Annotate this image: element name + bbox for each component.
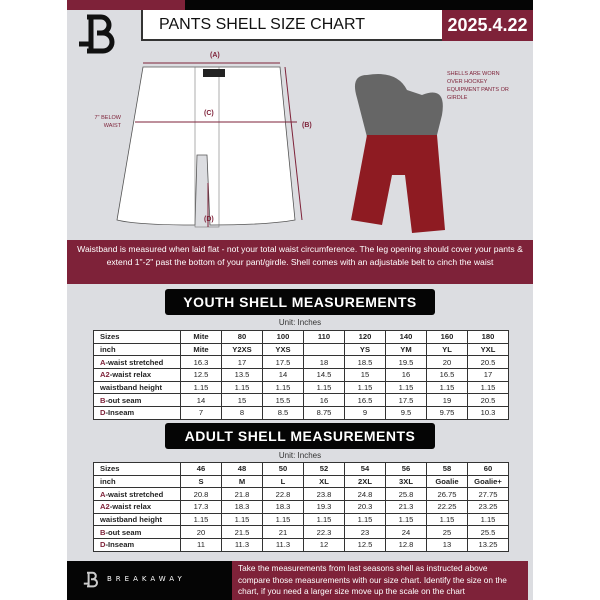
- date-badge: 2025.4.22: [442, 10, 533, 41]
- table-cell: 16.5: [345, 394, 386, 407]
- table-cell: 20: [427, 356, 468, 369]
- youth-unit: Unit: Inches: [278, 318, 322, 327]
- measure-name: -waist relax: [109, 502, 152, 512]
- table-cell: 1.15: [304, 381, 345, 394]
- footer-instructions: Take the measurements from last seasons shell as instructed above compare those measurements with our size chart. Identify the size on the chart, if you need a larger size move up the scale on the chart: [232, 561, 528, 600]
- table-row: [94, 381, 509, 394]
- table-row: [94, 526, 509, 539]
- table-cell: Mite: [181, 331, 222, 344]
- table-row: [94, 539, 509, 552]
- table-cell: 1.15: [468, 513, 509, 526]
- size-chart-page: [67, 0, 533, 600]
- table-cell: 1.15: [427, 513, 468, 526]
- table-cell: 17: [468, 369, 509, 382]
- row-label: [94, 501, 181, 514]
- table-cell: 20.5: [468, 356, 509, 369]
- table-cell: 15: [345, 369, 386, 382]
- table-cell: 14: [263, 369, 304, 382]
- table-cell: 52: [304, 463, 345, 476]
- measure-code: B: [100, 395, 106, 405]
- table-cell: 22.3: [304, 526, 345, 539]
- table-cell: 60: [468, 463, 509, 476]
- row-label: [94, 488, 181, 501]
- c-note: 7'' BELOW WAIST: [94, 115, 121, 129]
- table-cell: 8.75: [304, 407, 345, 420]
- table-cell: 1.15: [222, 381, 263, 394]
- table-cell: 1.15: [427, 381, 468, 394]
- table-cell: 18.3: [263, 501, 304, 514]
- table-cell: 21.8: [222, 488, 263, 501]
- table-cell: 22.8: [263, 488, 304, 501]
- table-cell: 1.15: [345, 381, 386, 394]
- table-cell: 27.75: [468, 488, 509, 501]
- measure-name: -waist relax: [109, 370, 152, 380]
- table-cell: 58: [427, 463, 468, 476]
- table-cell: 1.15: [222, 513, 263, 526]
- table-cell: 16: [304, 394, 345, 407]
- table-cell: 14.5: [304, 369, 345, 382]
- table-cell: 7: [181, 407, 222, 420]
- table-cell: 12: [304, 539, 345, 552]
- adult-unit: Unit: Inches: [278, 451, 322, 460]
- measure-name: -waist stretched: [105, 489, 164, 499]
- measure-code: A2: [100, 370, 110, 380]
- table-row: [94, 394, 509, 407]
- row-label: [94, 526, 181, 539]
- table-cell: 1.15: [345, 513, 386, 526]
- measure-name: inch: [100, 345, 116, 355]
- row-label: [94, 381, 181, 394]
- table-cell: 21.5: [222, 526, 263, 539]
- page-title: PANTS SHELL SIZE CHART: [141, 10, 442, 41]
- table-cell: YS: [345, 343, 386, 356]
- table-cell: S: [181, 475, 222, 488]
- table-cell: 21.3: [386, 501, 427, 514]
- row-label: [94, 513, 181, 526]
- footer-logo-icon: [83, 570, 99, 590]
- table-cell: 100: [263, 331, 304, 344]
- table-cell: 20.3: [345, 501, 386, 514]
- table-cell: YL: [427, 343, 468, 356]
- measure-name: -waist stretched: [105, 357, 164, 367]
- table-cell: 25.8: [386, 488, 427, 501]
- row-label: [94, 539, 181, 552]
- row-label: [94, 369, 181, 382]
- measure-name: -Inseam: [105, 408, 135, 418]
- table-row: [94, 369, 509, 382]
- table-row: [94, 343, 509, 356]
- table-cell: 23.8: [304, 488, 345, 501]
- table-cell: 25: [427, 526, 468, 539]
- table-cell: 18: [304, 356, 345, 369]
- adult-table: [93, 462, 509, 552]
- measure-name: waistband height: [100, 383, 163, 393]
- table-cell: 20.5: [468, 394, 509, 407]
- table-cell: 19.3: [304, 501, 345, 514]
- table-cell: Goalie+: [468, 475, 509, 488]
- table-cell: 15: [222, 394, 263, 407]
- row-label: [94, 343, 181, 356]
- table-cell: 1.15: [263, 513, 304, 526]
- measure-code: D: [100, 408, 106, 418]
- table-cell: 1.15: [386, 381, 427, 394]
- table-cell: 20.8: [181, 488, 222, 501]
- table-cell: 11.3: [222, 539, 263, 552]
- table-cell: 120: [345, 331, 386, 344]
- table-row: [94, 501, 509, 514]
- table-cell: M: [222, 475, 263, 488]
- table-cell: 46: [181, 463, 222, 476]
- table-cell: 20: [181, 526, 222, 539]
- table-cell: YXS: [263, 343, 304, 356]
- table-cell: Y2XS: [222, 343, 263, 356]
- youth-table: [93, 330, 509, 420]
- table-cell: YM: [386, 343, 427, 356]
- table-cell: 10.3: [468, 407, 509, 420]
- table-cell: 14: [181, 394, 222, 407]
- measure-code: D: [100, 540, 106, 550]
- table-cell: 3XL: [386, 475, 427, 488]
- table-cell: 23: [345, 526, 386, 539]
- row-label: [94, 475, 181, 488]
- label-b: (B): [302, 122, 312, 129]
- table-cell: 13.5: [222, 369, 263, 382]
- table-cell: 18.5: [345, 356, 386, 369]
- table-cell: 19: [427, 394, 468, 407]
- table-cell: 8: [222, 407, 263, 420]
- table-row: [94, 356, 509, 369]
- table-cell: 15.5: [263, 394, 304, 407]
- table-cell: 22.25: [427, 501, 468, 514]
- table-cell: Goalie: [427, 475, 468, 488]
- table-cell: 9.5: [386, 407, 427, 420]
- row-label: [94, 394, 181, 407]
- info-band: Waistband is measured when laid flat - not your total waist circumference. The leg opening should cover your pants & extend 1"-2" past the bottom of your pant/girdle. Shell comes with an adjustable belt to cinch the waist: [67, 240, 533, 284]
- measure-code: A: [100, 357, 106, 367]
- label-d: (D): [204, 216, 214, 223]
- table-cell: 21: [263, 526, 304, 539]
- table-cell: 18.3: [222, 501, 263, 514]
- row-label: [94, 356, 181, 369]
- photo-note: SHELLS ARE WORN OVER HOCKEY EQUIPMENT PANTS OR GIRDLE: [447, 71, 509, 101]
- table-cell: 9: [345, 407, 386, 420]
- table-cell: 12.8: [386, 539, 427, 552]
- table-cell: 24: [386, 526, 427, 539]
- table-cell: 17.3: [181, 501, 222, 514]
- measure-name: Sizes: [100, 332, 120, 342]
- table-cell: 1.15: [181, 513, 222, 526]
- table-cell: 56: [386, 463, 427, 476]
- table-row: [94, 331, 509, 344]
- measure-name: inch: [100, 477, 116, 487]
- table-cell: 17.5: [386, 394, 427, 407]
- measure-name: Sizes: [100, 464, 120, 474]
- table-cell: Mite: [181, 343, 222, 356]
- table-cell: 160: [427, 331, 468, 344]
- table-cell: 23.25: [468, 501, 509, 514]
- table-cell: L: [263, 475, 304, 488]
- table-cell: XL: [304, 475, 345, 488]
- table-cell: 50: [263, 463, 304, 476]
- row-label: [94, 407, 181, 420]
- measure-name: -out seam: [105, 395, 142, 405]
- table-cell: 13: [427, 539, 468, 552]
- table-cell: 2XL: [345, 475, 386, 488]
- table-cell: 180: [468, 331, 509, 344]
- table-row: [94, 463, 509, 476]
- measure-name: -out seam: [105, 527, 142, 537]
- table-cell: 54: [345, 463, 386, 476]
- table-cell: 80: [222, 331, 263, 344]
- table-cell: 12.5: [181, 369, 222, 382]
- table-cell: 9.75: [427, 407, 468, 420]
- table-cell: 1.15: [181, 381, 222, 394]
- row-label: [94, 331, 181, 344]
- row-label: [94, 463, 181, 476]
- table-row: [94, 488, 509, 501]
- table-cell: 11: [181, 539, 222, 552]
- measure-name: waistband height: [100, 515, 163, 525]
- table-cell: 12.5: [345, 539, 386, 552]
- adult-title: ADULT SHELL MEASUREMENTS: [165, 423, 435, 449]
- table-cell: 48: [222, 463, 263, 476]
- breakaway-logo-icon: [77, 14, 117, 56]
- table-cell: 26.75: [427, 488, 468, 501]
- table-cell: [304, 343, 345, 356]
- table-cell: 11.3: [263, 539, 304, 552]
- table-row: [94, 407, 509, 420]
- measure-code: B: [100, 527, 106, 537]
- table-cell: 110: [304, 331, 345, 344]
- youth-title: YOUTH SHELL MEASUREMENTS: [165, 289, 435, 315]
- label-a: (A): [210, 52, 220, 59]
- table-cell: 25.5: [468, 526, 509, 539]
- measure-name: -Inseam: [105, 540, 135, 550]
- table-cell: 140: [386, 331, 427, 344]
- brand-name: BREAKAWAY: [107, 575, 186, 583]
- measure-code: A2: [100, 502, 110, 512]
- table-cell: 8.5: [263, 407, 304, 420]
- table-cell: YXL: [468, 343, 509, 356]
- table-cell: 16.3: [181, 356, 222, 369]
- table-cell: 1.15: [263, 381, 304, 394]
- top-bar: [185, 0, 533, 10]
- table-cell: 17: [222, 356, 263, 369]
- table-cell: 1.15: [304, 513, 345, 526]
- top-bar-accent: [67, 0, 185, 10]
- label-c: (C): [204, 110, 214, 117]
- table-cell: 24.8: [345, 488, 386, 501]
- table-cell: 16: [386, 369, 427, 382]
- table-cell: 19.5: [386, 356, 427, 369]
- table-cell: 1.15: [468, 381, 509, 394]
- table-cell: 17.5: [263, 356, 304, 369]
- table-row: [94, 475, 509, 488]
- table-cell: 1.15: [386, 513, 427, 526]
- table-cell: 13.25: [468, 539, 509, 552]
- table-row: [94, 513, 509, 526]
- table-cell: 16.5: [427, 369, 468, 382]
- measure-code: A: [100, 489, 106, 499]
